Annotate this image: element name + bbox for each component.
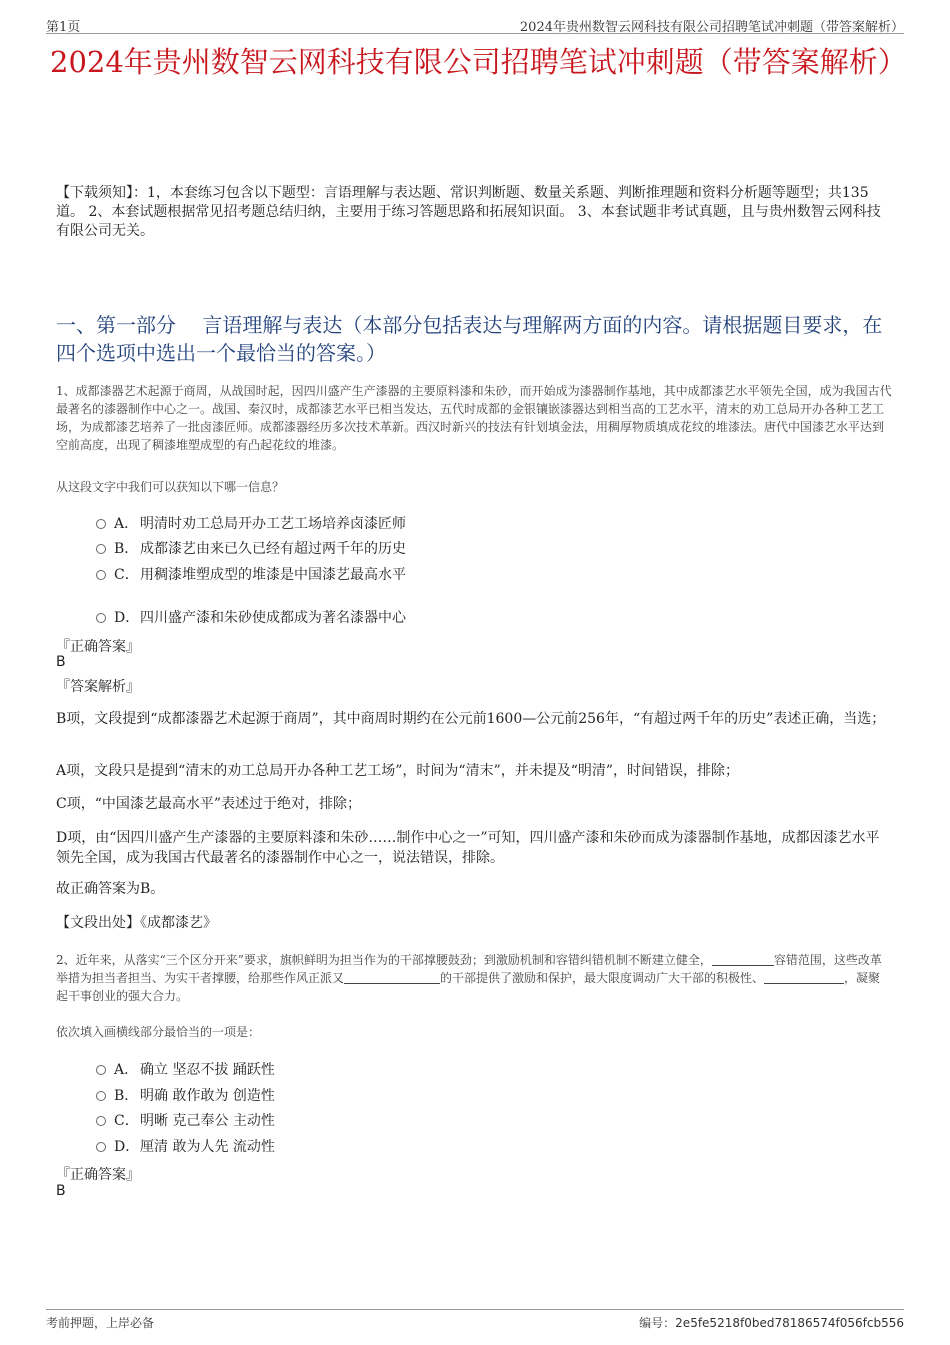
- radio-icon[interactable]: [96, 570, 106, 580]
- q1-analysis-a: A项，文段只是提到“清末的劝工总局开办各种工艺工场”，时间为“清末”，并未提及“明清”，时间错误，排除；: [56, 763, 740, 779]
- q1-option-d[interactable]: D．四川盛产漆和朱砂使成都成为著名漆器中心: [96, 607, 406, 627]
- q2-option-d[interactable]: D．厘清 敢为人先 流动性: [96, 1136, 275, 1156]
- q1-analysis-d: D项，由“因四川盛产生产漆器的主要原料漆和朱砂……制作中心之一”可知，四川盛产漆和朱砂而成为漆器制作基地，成都因漆艺水平领先全国，成为我国古代最著名的漆器制作中心之一，说法错误，排除。: [56, 830, 880, 866]
- fill-blank-1[interactable]: [712, 954, 774, 966]
- radio-icon[interactable]: [96, 1142, 106, 1152]
- fill-blank-3[interactable]: [764, 972, 844, 984]
- q1-answer-label: 『正确答案』: [56, 639, 140, 655]
- fill-blank-2[interactable]: [344, 972, 440, 984]
- section-title: 一、第一部分 言语理解与表达（本部分包括表达与理解两方面的内容。请根据题目要求，在四个选项中选出一个最恰当的答案。）: [56, 313, 883, 365]
- q1-passage: 1、成都漆器艺术起源于商周，从战国时起，因四川盛产生产漆器的主要原料漆和朱砂，而开始成为漆器制作基地，其中成都漆艺水平领先全国，成为我国古代最著名的漆器制作中心之一。战国、秦汉时，成都漆艺水平已相当发达，五代时成都的金银镶嵌漆器达到相当高的工艺水平，清末的劝工总局开办各种工艺工场，为成都漆艺培养了一批卤漆匠师。成都漆器经历多次技术革新。西汉时新兴的技法有针划填金法，用稠厚物质填成花纹的堆漆法。唐代中国漆艺水平达到空前高度，出现了稠漆堆塑成型的有凸起花纹的堆漆。: [56, 384, 892, 452]
- q2-stem: 依次填入画横线部分最恰当的一项是：: [56, 1025, 261, 1039]
- q1-analysis-b: B项，文段提到“成都漆器艺术起源于商周”，其中商周时期约在公元前1600—公元前256年，“有超过两千年的历史”表述正确，当选；: [56, 711, 886, 727]
- q2-option-a[interactable]: A． 确立 坚忍不拔 踊跃性: [96, 1059, 275, 1079]
- q2-option-c[interactable]: C．明晰 克己奉公 主动性: [96, 1110, 275, 1130]
- page-header: [46, 16, 904, 34]
- document-title: 2024年贵州数智云网科技有限公司招聘笔试冲刺题（带答案解析）: [50, 45, 907, 79]
- q1-conclusion: 故正确答案为B。: [56, 881, 165, 897]
- q2-option-b[interactable]: B． 明确 敢作敢为 创造性: [96, 1085, 275, 1105]
- radio-icon[interactable]: [96, 544, 106, 554]
- radio-icon[interactable]: [96, 1091, 106, 1101]
- radio-icon[interactable]: [96, 1116, 106, 1126]
- q2-answer-label: 『正确答案』: [56, 1167, 140, 1183]
- page-number: 第1页: [46, 20, 81, 35]
- q1-option-c[interactable]: C．用稠漆堆塑成型的堆漆是中国漆艺最高水平: [96, 564, 406, 584]
- radio-icon[interactable]: [96, 519, 106, 529]
- footer-slogan: 考前押题，上岸必备: [46, 1316, 155, 1330]
- q1-analysis-label: 『答案解析』: [56, 679, 140, 695]
- q2-answer: B: [56, 1183, 66, 1199]
- footer-code: 编号：2e5fe5218f0bed78186574f056fcb556: [639, 1316, 904, 1330]
- q1-option-a[interactable]: A． 明清时劝工总局开办工艺工场培养卤漆匠师: [96, 513, 406, 533]
- radio-icon[interactable]: [96, 1065, 106, 1075]
- download-notice: 【下载须知】：1，本套练习包含以下题型：言语理解与表达题、常识判断题、数量关系题、判断推理题和资料分析题等题型；共135道。 2、本套试题根据常见招考题总结归纳，主要用于练习答题思路和拓展知识面。 3、本套试题非考试真题，且与贵州数智云网科技有限公司无关。: [56, 185, 881, 239]
- page-footer: [46, 1309, 904, 1329]
- radio-icon[interactable]: [96, 613, 106, 623]
- q1-analysis-c: C项，“中国漆艺最高水平”表述过于绝对，排除；: [56, 796, 362, 812]
- q1-answer: B: [56, 654, 66, 670]
- header-doc-title: 2024年贵州数智云网科技有限公司招聘笔试冲刺题（带答案解析）: [519, 20, 904, 35]
- q1-option-b[interactable]: B． 成都漆艺由来已久已经有超过两千年的历史: [96, 538, 406, 558]
- q2-passage: 2、近年来，从落实“三个区分开来”要求，旗帜鲜明为担当作为的干部撑腰鼓劲；到激励机制和容错纠错机制不断建立健全， 容错范围，这些改革举措为担当者担当、为实干者撑腰，给那些作风正派又 的干部提供了激励和保护，最大限度调动广大干部的积极性、 ，凝聚起干事创业的强大合力。: [56, 953, 882, 1003]
- q1-stem: 从这段文字中我们可以获知以下哪一信息？: [56, 480, 285, 494]
- q1-source: 【文段出处】《成都漆艺》: [56, 915, 217, 931]
